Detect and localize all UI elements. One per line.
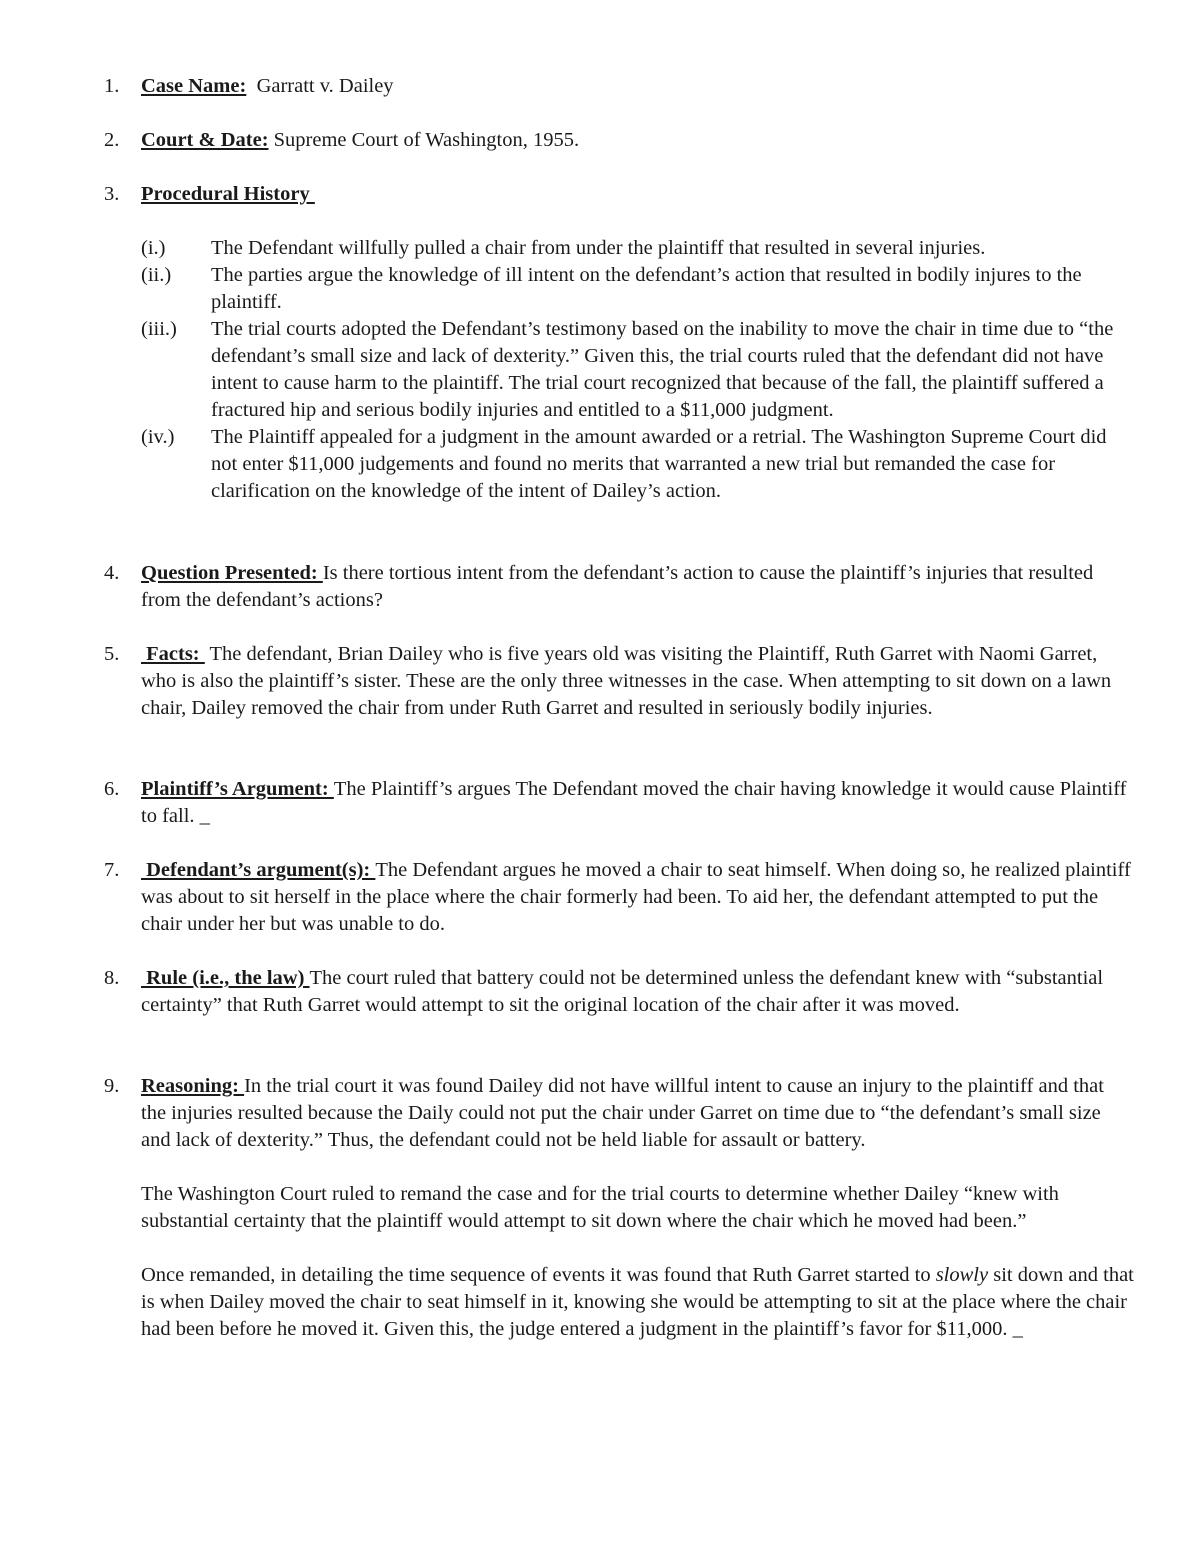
subitem-number: (ii.) — [141, 264, 172, 286]
subitem-text: The parties argue the knowledge of ill intent on the defendant’s action that resulted in bodily injures to the plaintiff. — [211, 264, 1082, 313]
question-presented-label: Question Presented: — [141, 562, 323, 584]
reasoning-para3-end: sit down and that is when Dailey moved the chair to seat himself in it, knowing she would be attempting to sit at the place where the chair had been before he moved it. Given this, the judge entered a judgment in the plaintiff’s favor for $11,000. _ — [141, 1264, 1134, 1340]
court-date-label: Court & Date: — [141, 129, 269, 151]
court-date-value: Supreme Court of Washington, 1955. — [268, 129, 580, 151]
reasoning-text: In the trial court it was found Dailey did not have willful intent to cause an injury to the plaintiff and that the injuries resulted because the Daily could not put the chair under Garret on time due to “the defendant’s small size and lack of dexterity.” Thus, the defendant could not be held liable for assault or battery. — [141, 1075, 1104, 1151]
procedural-history-label: Procedural History — [141, 183, 315, 205]
facts-label: Facts: — [141, 643, 205, 665]
subitem-number: (iv.) — [141, 426, 175, 448]
list-item — [141, 424, 1134, 505]
item-case-name — [104, 73, 1134, 100]
item-number: 6. — [104, 778, 120, 800]
question-presented-text: Is there tortious intent from the defendant’s action to cause the plaintiff’s injuries that resulted from the defendant’s actions? — [141, 562, 1094, 611]
list-item — [141, 262, 1134, 316]
case-name-label: Case Name: — [141, 75, 247, 97]
item-number: 7. — [104, 859, 120, 881]
item-number: 1. — [104, 75, 120, 97]
reasoning-label: Reasoning: — [141, 1075, 245, 1097]
subitem-number: (iii.) — [141, 318, 177, 340]
reasoning-paragraph-3 — [141, 1262, 1134, 1343]
subitem-text: The Defendant willfully pulled a chair from under the plaintiff that resulted in several injuries. — [211, 237, 986, 259]
procedural-history-list — [104, 235, 1134, 505]
item-plaintiff-argument — [104, 776, 1134, 830]
item-reasoning — [104, 1073, 1134, 1343]
defendant-argument-text: The Defendant argues he moved a chair to seat himself. When doing so, he realized plaintiff was about to sit herself in the place where the chair formerly had been. To aid her, the defendant attempted to put the chair under her but was unable to do. — [141, 859, 1131, 935]
case-name-value: Garratt v. Dailey — [246, 75, 394, 97]
item-number: 5. — [104, 643, 120, 665]
item-rule — [104, 965, 1134, 1019]
reasoning-paragraph-2: The Washington Court ruled to remand the case and for the trial courts to determine whether Dailey “knew with substantial certainty that the plaintiff would attempt to sit down where the chair which he moved had been.” — [141, 1183, 1059, 1232]
item-procedural-history — [104, 181, 1134, 208]
item-number: 4. — [104, 562, 120, 584]
item-number: 8. — [104, 967, 120, 989]
plaintiff-argument-label: Plaintiff’s Argument: — [141, 778, 334, 800]
item-defendant-argument — [104, 857, 1134, 938]
rule-label: Rule (i.e., the law) — [141, 967, 310, 989]
item-number: 2. — [104, 129, 120, 151]
subitem-number: (i.) — [141, 237, 166, 259]
reasoning-para3-emphasis: slowly — [935, 1264, 989, 1286]
item-question-presented — [104, 560, 1134, 614]
item-number: 9. — [104, 1075, 120, 1097]
item-court-date — [104, 127, 1134, 154]
subitem-text: The Plaintiff appealed for a judgment in the amount awarded or a retrial. The Washington Supreme Court did not enter $11,000 judgements and found no merits that warranted a new trial but remanded the case for clarification on the knowledge of the intent of Dailey’s action. — [211, 426, 1107, 502]
item-facts — [104, 641, 1134, 722]
list-item — [141, 235, 1134, 262]
plaintiff-argument-text: The Plaintiff’s argues The Defendant moved the chair having knowledge it would cause Plaintiff to fall. _ — [141, 778, 1127, 827]
defendant-argument-label: Defendant’s argument(s): — [141, 859, 376, 881]
list-item — [141, 316, 1134, 424]
subitem-text: The trial courts adopted the Defendant’s testimony based on the inability to move the chair in time due to “the defendant’s small size and lack of dexterity.” Given this, the trial courts ruled that the defendant did not have intent to cause harm to the plaintiff. The trial court recognized that because of the fall, the plaintiff suffered a fractured hip and serious bodily injuries and entitled to a $11,000 judgment. — [211, 318, 1114, 421]
rule-text: The court ruled that battery could not be determined unless the defendant knew with “substantial certainty” that Ruth Garret would attempt to sit the original location of the chair after it was moved. — [141, 967, 1104, 1016]
reasoning-paragraph-1 — [141, 1073, 1134, 1154]
reasoning-para3-start: Once remanded, in detailing the time sequence of events it was found that Ruth Garret started to — [141, 1264, 936, 1286]
facts-text: The defendant, Brian Dailey who is five years old was visiting the Plaintiff, Ruth Garret with Naomi Garret, who is also the plaintiff’s sister. These are the only three witnesses in the case. When attempting to sit down on a lawn chair, Dailey removed the chair from under Ruth Garret and resulted in seriously bodily injuries. — [141, 643, 1112, 719]
item-number: 3. — [104, 183, 120, 205]
